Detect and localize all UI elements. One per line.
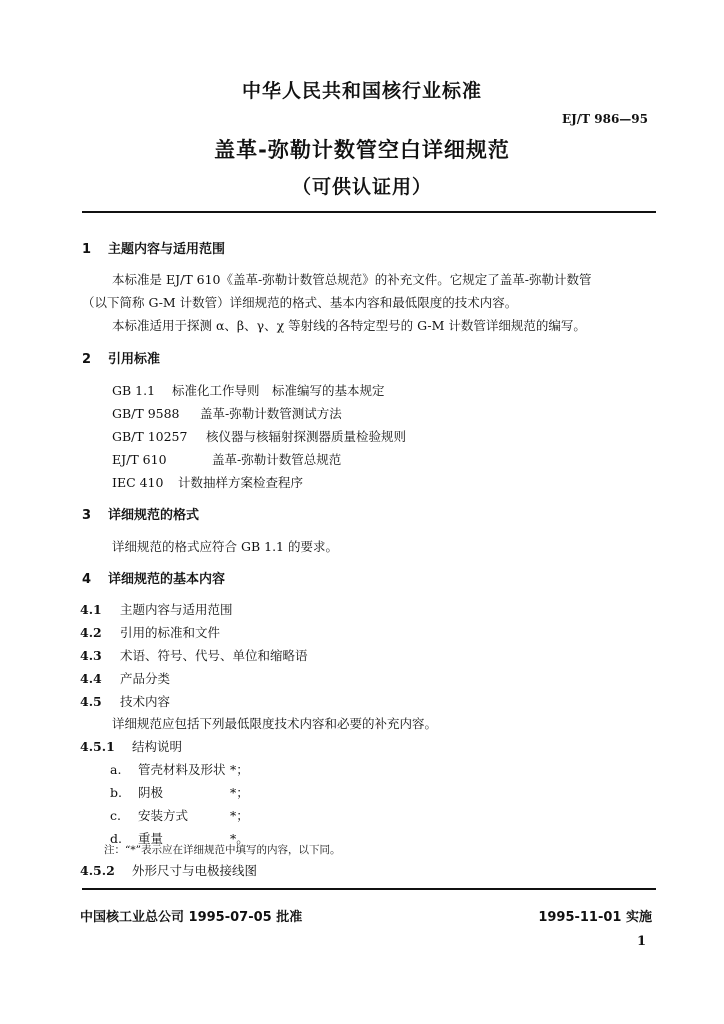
technical-content-paragraph: 详细规范应包括下列最低限度技术内容和必要的补充内容。 — [112, 716, 438, 731]
top-rule — [82, 211, 656, 213]
page-number: 1 — [636, 934, 646, 949]
effective-date: 1995-11-01 实施 — [538, 910, 652, 925]
section-number: 1 — [82, 242, 92, 257]
reference-title: 盖革-弥勒计数管总规范 — [212, 452, 342, 467]
bottom-rule — [82, 888, 656, 890]
subsection-title: 产品分类 — [120, 671, 171, 686]
reference-item — [112, 381, 385, 399]
section-1-paragraph-2: 本标准适用于探测 α、β、γ、χ 等射线的各特定型号的 G-M 计数管详细规范的编写。 — [112, 318, 586, 333]
subsection-number: 4.3 — [80, 648, 102, 663]
reference-item — [112, 473, 303, 491]
subsection-4-5-1 — [80, 737, 182, 755]
section-3-heading — [82, 504, 199, 523]
reference-code: GB/T 10257 — [112, 429, 188, 444]
subsection-title: 技术内容 — [120, 694, 171, 709]
subsection-title: 外形尺寸与电极接线图 — [132, 863, 258, 878]
subsection-number: 4.5.1 — [80, 739, 115, 754]
section-number: 4 — [82, 572, 92, 587]
subsection-item — [80, 692, 170, 710]
item-label: 重量 — [138, 831, 164, 846]
document-subtitle: （可供认证用） — [291, 176, 432, 198]
subsection-number: 4.5 — [80, 694, 102, 709]
structure-item — [110, 783, 249, 801]
item-label: 阴极 — [138, 785, 164, 800]
subsection-title: 主题内容与适用范围 — [120, 602, 233, 617]
subsection-number: 4.5.2 — [80, 863, 115, 878]
fill-in-mark: *。 — [230, 831, 249, 846]
reference-code: EJ/T 610 — [112, 452, 167, 467]
section-title: 引用标准 — [108, 352, 161, 367]
reference-title: 核仪器与核辐射探测器质量检验规则 — [206, 429, 407, 444]
reference-item — [112, 427, 406, 445]
item-label: 安装方式 — [138, 808, 189, 823]
approval-line: 中国核工业总公司 1995-07-05 批准 — [80, 910, 303, 925]
subsection-item — [80, 669, 170, 687]
reference-title: 计数抽样方案检查程序 — [178, 475, 304, 490]
reference-item — [112, 404, 342, 422]
subsection-number: 4.1 — [80, 602, 102, 617]
subsection-number: 4.2 — [80, 625, 102, 640]
section-title: 详细规范的基本内容 — [108, 572, 226, 587]
reference-title: 盖革-弥勒计数管测试方法 — [200, 406, 342, 421]
subsection-item — [80, 646, 308, 664]
subsection-title: 术语、符号、代号、单位和缩略语 — [120, 648, 308, 663]
section-3-paragraph: 详细规范的格式应符合 GB 1.1 的要求。 — [112, 539, 338, 554]
section-4-heading — [82, 568, 225, 587]
standard-organization: 中华人民共和国核行业标准 — [241, 80, 482, 102]
subsection-number: 4.4 — [80, 671, 102, 686]
item-letter: c. — [110, 808, 121, 823]
reference-code: GB 1.1 — [112, 383, 156, 398]
fill-in-mark: *； — [230, 762, 249, 777]
item-letter: d. — [110, 831, 122, 846]
item-letter: b. — [110, 785, 122, 800]
subsection-item — [80, 623, 220, 641]
section-1-paragraph-1-line-1: 本标准是 EJ/T 610《盖革-弥勒计数管总规范》的补充文件。它规定了盖革-弥勒计数管 — [112, 272, 592, 287]
standard-code: EJ/T 986—95 — [561, 112, 648, 126]
note: 注：“*”表示应在详细规范中填写的内容，以下同。 — [104, 844, 341, 856]
reference-title: 标准化工作导则 标准编写的基本规定 — [172, 383, 385, 398]
document-title: 盖革-弥勒计数管空白详细规范 — [214, 138, 510, 162]
section-1-heading — [82, 238, 225, 257]
reference-code: GB/T 9588 — [112, 406, 180, 421]
subsection-title: 引用的标准和文件 — [120, 625, 221, 640]
structure-item — [110, 760, 249, 778]
section-number: 2 — [82, 352, 92, 367]
section-1-paragraph-1-line-2: （以下简称 G-M 计数管）详细规范的格式、基本内容和最低限度的技术内容。 — [82, 295, 518, 310]
section-title: 详细规范的格式 — [108, 508, 200, 523]
reference-item — [112, 450, 341, 468]
section-number: 3 — [82, 508, 92, 523]
subsection-4-5-2 — [80, 861, 257, 879]
subsection-item — [80, 600, 233, 618]
subsection-title: 结构说明 — [132, 739, 183, 754]
section-2-heading — [82, 348, 160, 367]
item-letter: a. — [110, 762, 122, 777]
reference-code: IEC 410 — [112, 475, 164, 490]
section-title: 主题内容与适用范围 — [108, 242, 226, 257]
fill-in-mark: *； — [230, 785, 249, 800]
structure-item — [110, 806, 249, 824]
fill-in-mark: *； — [230, 808, 249, 823]
item-label: 管壳材料及形状 — [138, 762, 226, 777]
